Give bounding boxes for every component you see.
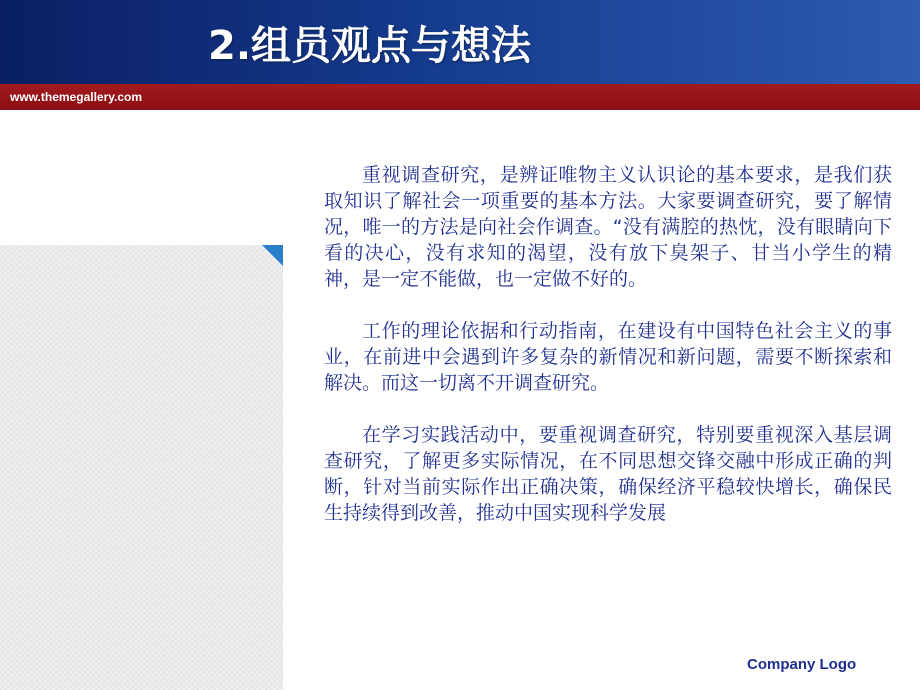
paragraph-2: 工作的理论依据和行动指南，在建设有中国特色社会主义的事业，在前进中会遇到许多复杂的新情况和新问题，需要不断探索和解决。而这一切离不开调查研究。 <box>324 320 892 394</box>
slide-body <box>324 162 892 552</box>
decorative-panel <box>0 245 283 690</box>
paragraph-1: 重视调查研究，是辨证唯物主义认识论的基本要求，是我们获取知识了解社会一项重要的基本方法。大家要调查研究，要了解情况，唯一的方法是向社会作调查。“没有满腔的热忱，没有眼睛向下看的决心，没有求知的渴望，没有放下臭架子、甘当小学生的精神，是一定不能做，也一定做不好的。 <box>324 164 892 290</box>
company-logo: Company Logo <box>747 656 857 673</box>
website-url[interactable]: www.themegallery.com <box>10 90 143 104</box>
corner-triangle-icon <box>262 245 283 266</box>
slide-title: 2.组员观点与想法 <box>208 23 532 69</box>
paragraph-3: 在学习实践活动中，要重视调查研究，特别要重视深入基层调查研究，了解更多实际情况，在不同思想交锋交融中形成正确的判断，针对当前实际作出正确决策，确保经济平稳较快增长，确保民生持续得到改善，推动中国实现科学发展 <box>324 424 892 524</box>
